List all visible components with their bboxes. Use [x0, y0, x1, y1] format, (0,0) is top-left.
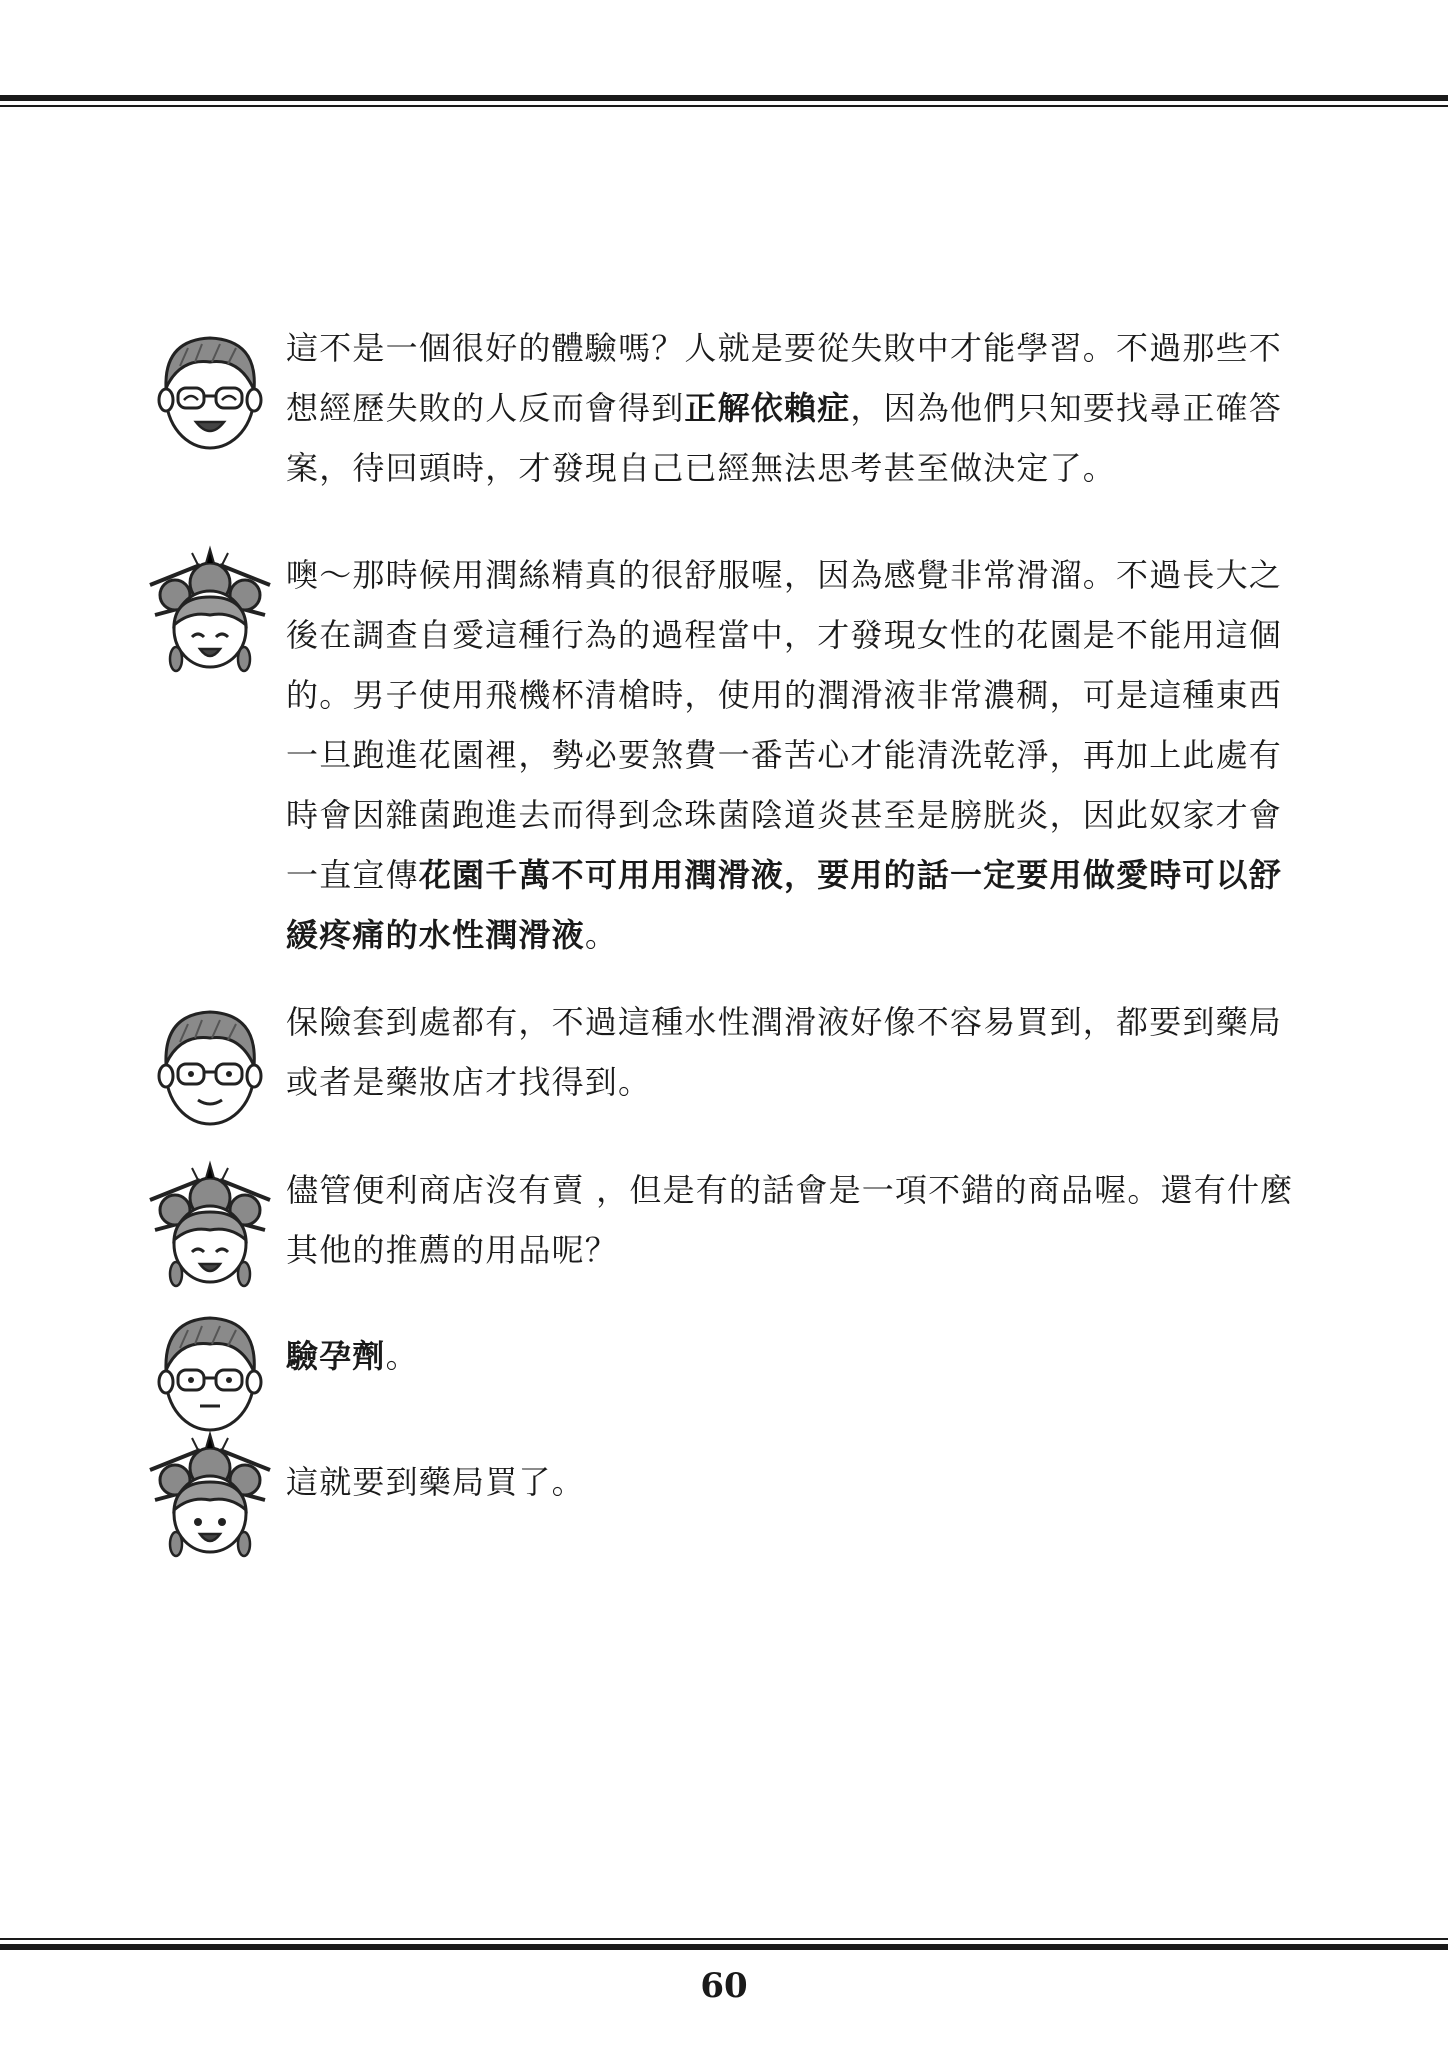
- dialogue-text-5: [286, 1326, 1416, 1386]
- body-text: 的。男子使用飛機杯清槍時，使用的潤滑液非常濃稠，可是這種東西: [286, 676, 1283, 714]
- body-text: 。: [385, 1337, 419, 1375]
- dialogue-line: [286, 1220, 1416, 1280]
- dialogue-line: [286, 438, 1416, 498]
- dialogue-line: [286, 725, 1416, 785]
- dialogue-line: [286, 1052, 1416, 1112]
- dialogue-line: [286, 905, 1416, 965]
- body-text: 時會因雜菌跑進去而得到念珠菌陰道炎甚至是膀胱炎，因此奴家才會: [286, 796, 1283, 834]
- dialogue-line: [286, 845, 1416, 905]
- page-number: 60: [700, 1966, 748, 2006]
- dialogue-line: [286, 605, 1416, 665]
- body-text: 一直宣傳: [286, 856, 419, 894]
- body-text: 一旦跑進花園裡，勢必要煞費一番苦心才能清洗乾淨，再加上此處有: [286, 736, 1283, 774]
- body-text: 這不是一個很好的體驗嗎？人就是要從失敗中才能學習。不過那些不: [286, 329, 1283, 367]
- woman-geisha-avatar-icon: [140, 1430, 280, 1570]
- dialogue-text-2: [286, 545, 1416, 965]
- man-avatar-icon: [140, 1298, 280, 1438]
- dialogue-line: [286, 318, 1416, 378]
- body-text: 這就要到藥局買了。: [286, 1463, 585, 1501]
- body-text: 儘管便利商店沒有賣 ，但是有的話會是一項不錯的商品喔。還有什麼: [286, 1171, 1294, 1209]
- emphasis-text: 緩疼痛的水性潤滑液: [286, 916, 585, 954]
- emphasis-text: 花園千萬不可用用潤滑液，要用的話一定要用做愛時可以舒: [418, 856, 1283, 894]
- dialogue-line: [286, 665, 1416, 725]
- man-avatar-icon: [140, 318, 280, 458]
- body-text: 後在調查自愛這種行為的過程當中，才發現女性的花園是不能用這個: [286, 616, 1283, 654]
- man-avatar-icon: [140, 992, 280, 1132]
- bottom-double-rule: [0, 1938, 1448, 1950]
- woman-geisha-avatar-icon: [140, 545, 280, 685]
- body-text: 。: [584, 916, 619, 954]
- body-text: ，因為他們只知要找尋正確答: [850, 389, 1283, 427]
- body-text: 或者是藥妝店才找得到。: [286, 1063, 652, 1101]
- woman-geisha-avatar-icon: [140, 1160, 280, 1300]
- dialogue-line: [286, 785, 1416, 845]
- dialogue-line: [286, 992, 1416, 1052]
- emphasis-text: 正解依賴症: [684, 389, 851, 427]
- dialogue-line: [286, 1160, 1416, 1220]
- top-double-rule: [0, 95, 1448, 107]
- dialogue-line: [286, 1452, 1416, 1512]
- body-text: 保險套到處都有，不過這種水性潤滑液好像不容易買到，都要到藥局: [286, 1003, 1283, 1041]
- dialogue-line: [286, 1326, 1416, 1386]
- body-text: 其他的推薦的用品呢？: [286, 1231, 619, 1269]
- body-text: 想經歷失敗的人反而會得到: [286, 389, 685, 427]
- dialogue-text-3: [286, 992, 1416, 1112]
- emphasis-text: 驗孕劑: [286, 1337, 386, 1375]
- dialogue-text-4: [286, 1160, 1416, 1280]
- body-text: 案，待回頭時，才發現自己已經無法思考甚至做決定了。: [286, 449, 1117, 487]
- dialogue-line: [286, 545, 1416, 605]
- dialogue-text-6: [286, 1452, 1416, 1512]
- dialogue-text-1: [286, 318, 1416, 498]
- body-text: 噢～那時候用潤絲精真的很舒服喔，因為感覺非常滑溜。不過長大之: [286, 556, 1283, 594]
- dialogue-line: [286, 378, 1416, 438]
